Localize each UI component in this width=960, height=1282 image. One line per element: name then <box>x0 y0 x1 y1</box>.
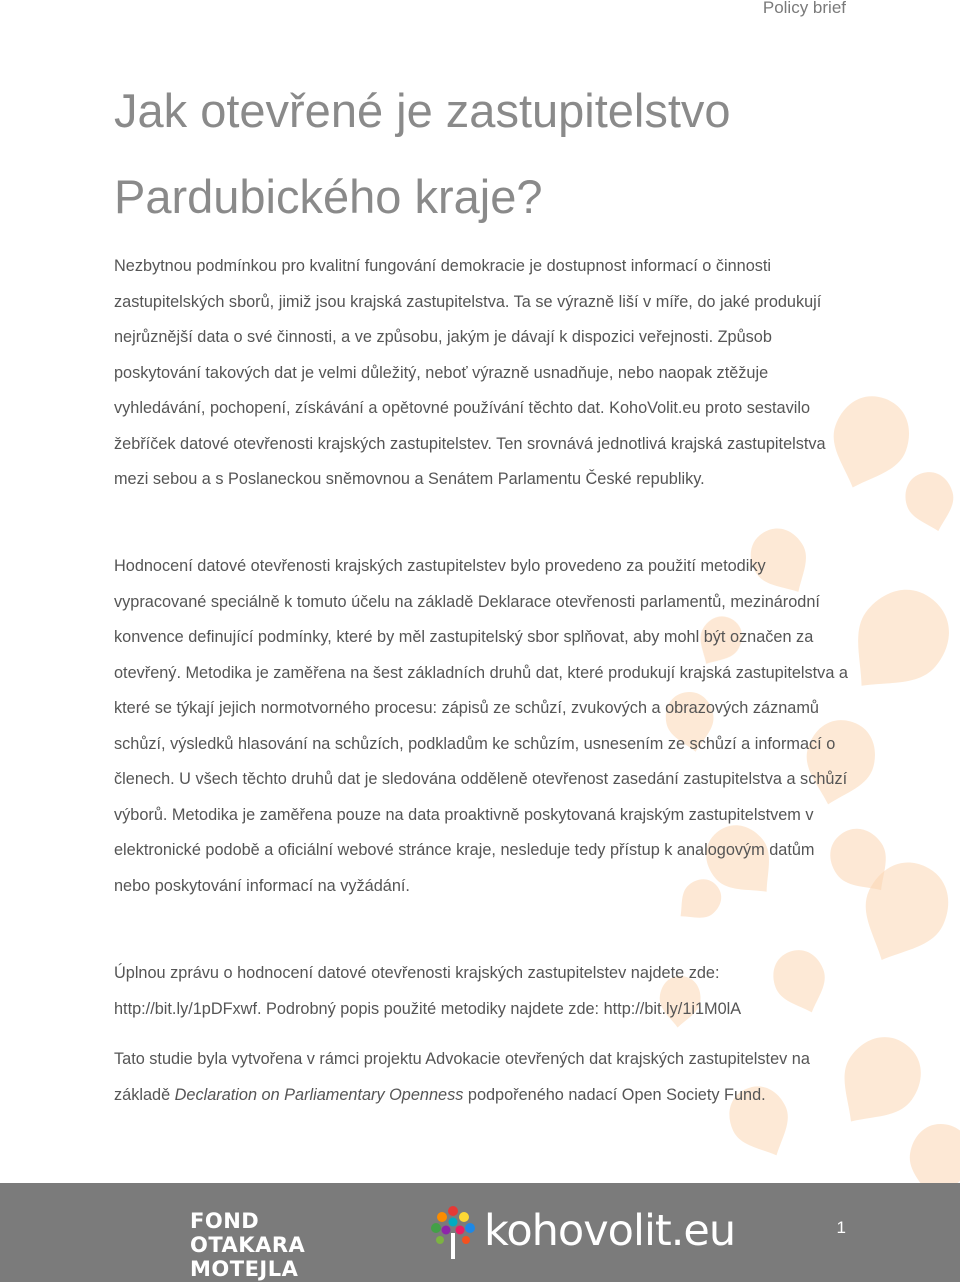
page-title <box>114 68 874 240</box>
links-paragraph: Úplnou zprávu o hodnocení datové otevřenosti krajských zastupitelstev najdete zde: http://bit.ly/1pDFxwf. Podrobný popis použité metodiky najdete zde: http://bit.ly/1i1M0lA <box>114 964 742 1018</box>
declaration-title: Declaration on Parliamentary Openness <box>174 1085 464 1104</box>
kohovolit-tree-icon <box>428 1203 478 1263</box>
ack-text-after: podpořeného nadací Open Society Fund. <box>463 1085 766 1104</box>
title-line-1: Jak otevřené je zastupitelstvo <box>114 84 731 137</box>
document-type-label: Policy brief <box>762 0 846 17</box>
fond-logo-line-1: FOND <box>190 1209 260 1233</box>
fond-otakara-motejla-logo <box>190 1209 305 1281</box>
footer-bar <box>0 1183 960 1282</box>
page-number: 1 <box>836 1218 846 1237</box>
fond-logo-line-3: MOTEJLA <box>190 1257 299 1281</box>
title-line-2: Pardubického kraje? <box>114 170 543 223</box>
intro-paragraph: Nezbytnou podmínkou pro kvalitní fungování demokracie je dostupnost informací o činnosti zastupitelských sborů, jimiž jsou krajská zastupitelstva. Ta se výrazně liší v míře, do jaké produkují nejrůznější data o své činnosti, a ve způsobu, jakým je dávají k dispozici veřejnosti. Způsob poskytování takových dat je velmi důležitý, neboť výrazně usnadňuje, nebo naopak ztěžuje vyhledávání, pochopení, získávání a opětovné používání těchto dat. KohoVolit.eu proto sestavilo žebříček datové otevřenosti krajských zastupitelstev. Ten srovnává jednotlivá krajská zastupitelstva mezi sebou a s Poslaneckou sněmovnou a Senátem Parlamentu České republiky. <box>114 257 826 488</box>
kohovolit-logo-text: kohovolit.eu <box>484 1206 736 1256</box>
fond-logo-line-2: OTAKARA <box>190 1233 306 1257</box>
methodology-paragraph: Hodnocení datové otevřenosti krajských zastupitelstev bylo provedeno za použití metodiky vypracované speciálně k tomuto účelu na základě Deklarace otevřenosti parlamentů, mezinárodní konvence definující podmínky, které by měl zastupitelský sbor splňovat, aby mohl být označen za otevřený. Metodika je zaměřena na šest základních druhů dat, které produkují krajská zastupitelstva a které se týkají jejich normotvorného procesu: zápisů ze schůzí, zvukových a obrazových záznamů schůzí, výsledků hlasování na schůzích, podkladům ke schůzím, usnesením ze schůzí a informací o členech. U všech těchto druhů dat je sledována odděleně otevřenost zasedání zastupitelstva a schůzí výborů. Metodika je zaměřena pouze na data proaktivně poskytovaná krajským zastupitelstvem v elektronické podobě a oficiální webové stránce kraje, nesleduje tedy přístup k analogovým datům nebo poskytování informací na vyžádání. <box>114 557 848 895</box>
ack-text-before: Tato studie byla vytvořena v rámci projektu Advokacie otevřených dat krajských zastupitelstev na základě <box>114 1050 810 1104</box>
acknowledgement-paragraph <box>114 1042 849 1113</box>
